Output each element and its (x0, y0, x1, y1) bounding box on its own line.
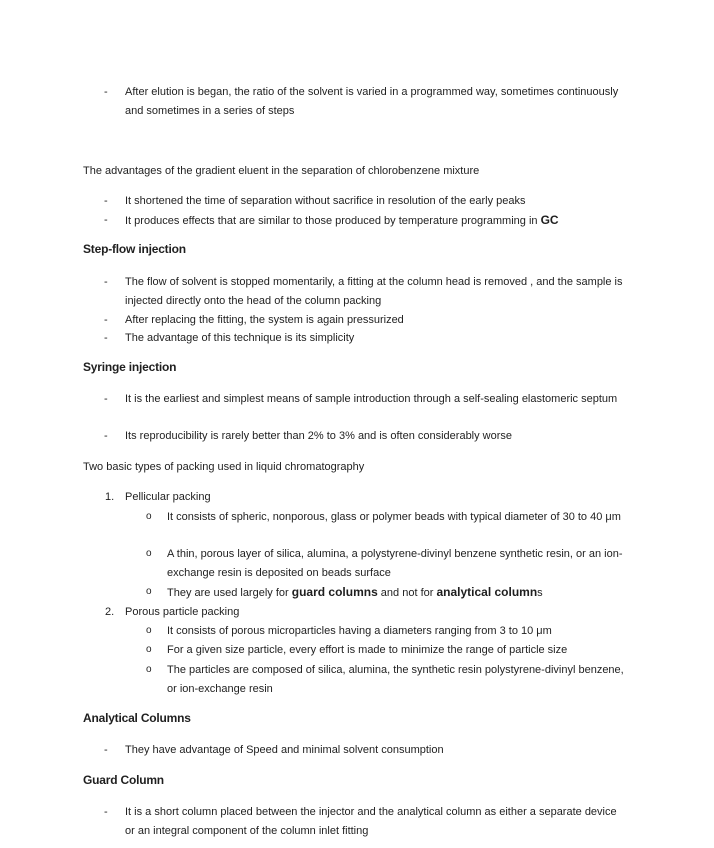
bullet-dash: - (104, 195, 108, 207)
sub-bullet-text: For a given size particle, every effort is made to minimize the range of particle size (167, 644, 568, 656)
sub-bullet-marker: o (146, 625, 152, 636)
bullet-text: It is a short column placed between the injector and the analytical column as either a separate device or an integral component of the column inlet fitting (125, 806, 617, 837)
packing-paragraph: Two basic types of packing used in liquid chromatography (83, 461, 365, 473)
sub-bullet (146, 661, 627, 698)
bullet-text: It shortened the time of separation without sacrifice in resolution of the early peaks (125, 195, 526, 207)
text-run: and not for (377, 587, 437, 599)
syringe-bullet (104, 427, 625, 446)
sub-bullet (146, 641, 627, 660)
sub-bullet (146, 583, 627, 603)
list-item-label: Pellicular packing (125, 491, 211, 503)
sub-bullet-text: A thin, porous layer of silica, alumina, a polystyrene-divinyl benzene synthetic resin, or an ion-exchange resin is deposited on beads surface (167, 548, 623, 579)
section-heading-analytical-columns: Analytical Columns (83, 711, 191, 725)
advantages-bullet (104, 192, 625, 211)
sub-bullet-text: The particles are composed of silica, alumina, the synthetic resin polystyrene-divinyl benzene, or ion-exchange resin (167, 664, 624, 695)
intro-bullet (104, 83, 625, 120)
bullet-dash: - (104, 393, 108, 405)
bold-term: GC (540, 213, 559, 227)
sub-bullet-text (167, 587, 543, 599)
bold-term: analytical column (436, 585, 538, 599)
bullet-dash: - (104, 332, 108, 344)
bullet-dash: - (104, 276, 108, 288)
bullet-dash: - (104, 744, 108, 756)
section-heading-guard-column: Guard Column (83, 773, 164, 787)
bullet-text: The flow of solvent is stopped momentarily, a fitting at the column head is removed , and the sample is injected directly onto the head of the column packing (125, 276, 623, 307)
numbered-item-pellicular (105, 488, 625, 507)
sub-bullet (146, 622, 627, 641)
bullet-text: It is the earliest and simplest means of sample introduction through a self-sealing elastomeric septum (125, 393, 618, 405)
bullet-dash: - (104, 314, 108, 326)
sub-bullet-marker: o (146, 664, 152, 675)
text-run: They are used largely for (167, 587, 292, 599)
list-item-label: Porous particle packing (125, 606, 240, 618)
sub-bullet-marker: o (146, 548, 152, 559)
sub-bullet (146, 508, 627, 527)
bullet-text: They have advantage of Speed and minimal solvent consumption (125, 744, 444, 756)
list-number: 1. (105, 491, 115, 503)
guard-bullet (104, 803, 625, 840)
numbered-item-porous (105, 603, 625, 622)
bullet-text: The advantage of this technique is its simplicity (125, 332, 355, 344)
bullet-text: After replacing the fitting, the system is again pressurized (125, 314, 404, 326)
sub-bullet-marker: o (146, 511, 152, 522)
sub-bullet (146, 545, 627, 582)
advantages-paragraph: The advantages of the gradient eluent in the separation of chlorobenzene mixture (83, 165, 480, 177)
stepflow-bullet (104, 273, 625, 310)
text-run: s (537, 587, 543, 599)
bullet-text: It produces effects that are similar to those produced by temperature programming in (125, 215, 541, 227)
bullet-dash: - (104, 430, 108, 442)
bullet-text: Its reproducibility is rarely better than 2% to 3% and is often considerably worse (125, 430, 513, 442)
advantages-bullet (104, 211, 625, 231)
list-number: 2. (105, 606, 115, 618)
bullet-dash: - (104, 86, 108, 98)
stepflow-bullet (104, 329, 625, 348)
stepflow-bullet (104, 311, 625, 330)
section-heading-step-flow: Step-flow injection (83, 242, 186, 256)
syringe-bullet (104, 390, 625, 409)
sub-bullet-marker: o (146, 586, 152, 597)
sub-bullet-text: It consists of spheric, nonporous, glass or polymer beads with typical diameter of 30 to 40 μm (167, 511, 621, 523)
bullet-dash: - (104, 214, 108, 226)
bullet-dash: - (104, 806, 108, 818)
sub-bullet-marker: o (146, 644, 152, 655)
sub-bullet-text: It consists of porous microparticles having a diameters ranging from 3 to 10 μm (167, 625, 552, 637)
section-heading-syringe: Syringe injection (83, 360, 177, 374)
bullet-text: After elution is began, the ratio of the solvent is varied in a programmed way, sometimes continuously and sometimes in a series of steps (125, 86, 619, 117)
bold-term: guard columns (291, 585, 378, 599)
analytical-bullet (104, 741, 625, 760)
